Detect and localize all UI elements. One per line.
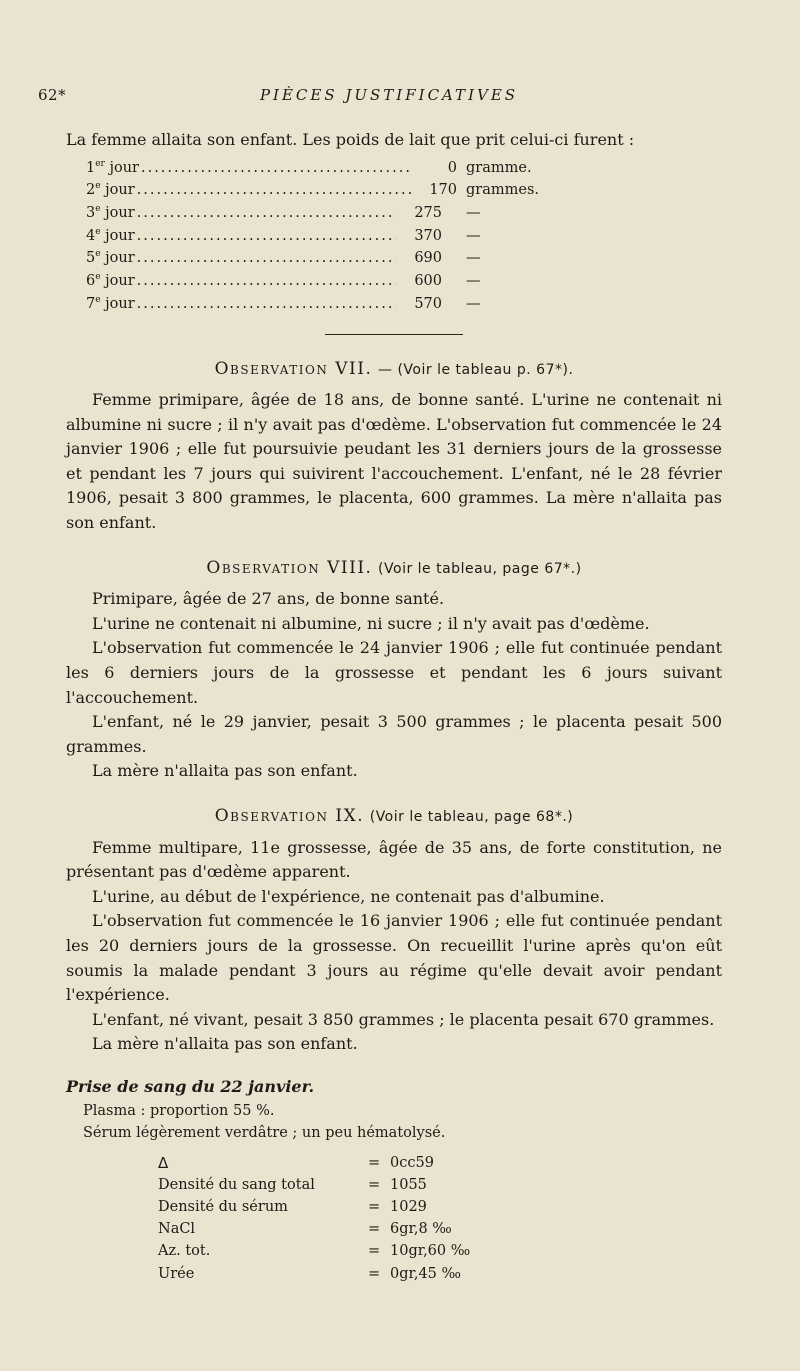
value-amount: 1055 [390, 1176, 427, 1193]
observation-9-reference: (Voir le tableau, page 68*.) [369, 809, 574, 826]
observation-7-heading [66, 357, 722, 383]
quantity-unit: — [466, 295, 481, 312]
observation-8-paragraph: L'enfant, né le 29 janvier, pesait 3 500 grammes ; le placenta pesait 500 grammes. [66, 712, 722, 756]
quantity-unit: grammes. [466, 182, 539, 199]
list-item: Az. tot. = 10gr,60 ‰ [158, 1240, 722, 1262]
day-ordinal: e [95, 272, 101, 283]
value-amount: 6gr,8 ‰ [390, 1221, 452, 1238]
leader-dots [135, 293, 396, 316]
day-number: 6 [86, 273, 96, 290]
observation-8-title: Observation VIII. [206, 557, 373, 578]
milk-quantity: 600 [414, 273, 442, 290]
day-ordinal: e [95, 249, 101, 260]
observation-7-paragraph: Femme primipare, âgée de 18 ans, de bonne santé. L'urine ne contenait ni albumine ni sucre ; il n'y avait pas d'œdème. L'observation fut commencée le 24 janvier 1906 ; elle fut poursuivie peudant les 31 derniers jours de la grossesse et pendant les 7 jours qui suivirent l'accouchement. L'enfant, né le 28 février 1906, pesait 3 800 grammes, le placenta, 600 grammes. La mère n'allaita pas son enfant. [66, 390, 722, 533]
list-item [86, 202, 576, 225]
blood-values-list [158, 1152, 722, 1285]
observation-8-reference: (Voir le tableau, page 67*.) [378, 560, 582, 577]
observation-8-paragraph: L'observation fut commencée le 24 janvier 1906 ; elle fut continuée pendant les 6 derniers jours de la grossesse et pendant les 6 jours suivant l'accouchement. [66, 638, 722, 707]
day-label: jour [105, 182, 135, 199]
milk-quantity: 370 [414, 227, 442, 244]
running-title: PIÈCES JUSTIFICATIVES [259, 86, 519, 104]
quantity-unit: — [466, 273, 481, 290]
observation-9-paragraph: L'urine, au début de l'expérience, ne contenait pas d'albumine. [92, 886, 605, 906]
milk-yield-list [86, 157, 576, 316]
milk-quantity: 690 [414, 250, 442, 267]
quantity-unit: — [466, 227, 481, 244]
value-label: Urée [158, 1265, 195, 1282]
milk-quantity: 275 [414, 205, 442, 221]
list-item: Densité du sérum = 1029 [158, 1196, 722, 1218]
milk-quantity: 170 [429, 182, 457, 199]
day-ordinal: e [95, 294, 101, 305]
observation-7-reference: — (Voir le tableau p. 67*). [378, 361, 574, 378]
page-body [66, 128, 722, 1285]
value-amount: 1029 [390, 1198, 427, 1215]
list-item [86, 179, 576, 202]
list-item [86, 293, 576, 316]
day-number: 5 [86, 250, 96, 267]
observation-9-paragraph: L'observation fut commencée le 16 janvier 1906 ; elle fut continuée pendant les 20 derniers jours de la grossesse. On recueillit l'urine après qu'on eût soumis la malade pendant 3 jours au régime qu'elle devait avoir pendant l'expérience. [66, 911, 722, 1005]
observation-8-paragraph: La mère n'allaita pas son enfant. [92, 761, 358, 781]
value-label: Densité du sang total [158, 1176, 315, 1193]
day-number: 3 [86, 205, 96, 221]
quantity-unit: — [466, 250, 481, 267]
observation-9-title: Observation IX. [214, 806, 365, 827]
day-ordinal: e [95, 181, 101, 192]
value-amount: 10gr,60 ‰ [390, 1243, 471, 1260]
page-number: 62* [38, 86, 67, 104]
observation-7-title: Observation VII. [214, 358, 373, 379]
list-item [86, 157, 576, 180]
section-divider [325, 334, 463, 335]
observation-9-paragraph: Femme multipare, 11e grossesse, âgée de 35 ans, de forte constitution, ne présentant pas d'œdème apparent. [66, 837, 722, 882]
day-label: jour [105, 205, 135, 221]
milk-quantity: 0 [447, 159, 457, 176]
serum-line: Sérum légèrement verdâtre ; un peu hématolysé. [83, 1124, 446, 1141]
list-item: Urée = 0gr,45 ‰ [158, 1263, 722, 1285]
blood-sample-heading: Prise de sang du 22 janvier. [66, 1076, 315, 1096]
intro-paragraph: La femme allaita son enfant. Les poids de lait que prit celui-ci furent : [66, 130, 635, 149]
value-label: Δ [158, 1153, 169, 1172]
day-label: jour [105, 250, 135, 267]
day-ordinal: er [95, 158, 105, 169]
list-item [86, 270, 576, 293]
day-ordinal: e [95, 204, 101, 214]
list-item: Δ = 0cc59 [158, 1152, 722, 1174]
leader-dots [135, 202, 396, 225]
list-item [86, 225, 576, 248]
day-label: jour [105, 227, 135, 244]
value-amount: 0gr,45 ‰ [390, 1265, 461, 1282]
page-header [38, 86, 740, 110]
quantity-unit: — [466, 205, 481, 221]
day-number: 4 [86, 227, 96, 244]
day-label: jour [105, 295, 135, 312]
observation-8-paragraph: Primipare, âgée de 27 ans, de bonne santé. [92, 589, 445, 609]
list-item [86, 247, 576, 270]
leader-dots [135, 247, 396, 270]
milk-quantity: 570 [414, 295, 442, 312]
value-label: Az. tot. [158, 1243, 211, 1260]
observation-8-heading [66, 556, 722, 582]
leader-dots [135, 179, 411, 202]
value-amount: 0cc59 [390, 1154, 434, 1171]
plasma-line: Plasma : proportion 55 %. [83, 1102, 275, 1119]
observation-9-paragraph: La mère n'allaita pas son enfant. [92, 1034, 358, 1054]
value-label: Densité du sérum [158, 1198, 288, 1215]
day-ordinal: e [95, 226, 101, 237]
observation-8-paragraph: L'urine ne contenait ni albumine, ni sucre ; il n'y avait pas d'œdème. [92, 613, 650, 633]
observation-9-paragraph: L'enfant, né vivant, pesait 3 850 grammes ; le placenta pesait 670 grammes. [92, 1009, 715, 1029]
quantity-unit: gramme. [466, 159, 532, 176]
day-label: jour [105, 273, 135, 290]
leader-dots [139, 157, 411, 180]
leader-dots [135, 270, 396, 293]
day-label: jour [109, 159, 139, 176]
list-item: Densité du sang total = 1055 [158, 1174, 722, 1196]
day-number: 2 [86, 182, 96, 199]
day-number: 1 [86, 159, 96, 176]
observation-9-heading [66, 804, 722, 830]
list-item: NaCl = 6gr,8 ‰ [158, 1218, 722, 1240]
leader-dots [135, 225, 396, 248]
day-number: 7 [86, 295, 96, 312]
value-label: NaCl [158, 1221, 196, 1238]
